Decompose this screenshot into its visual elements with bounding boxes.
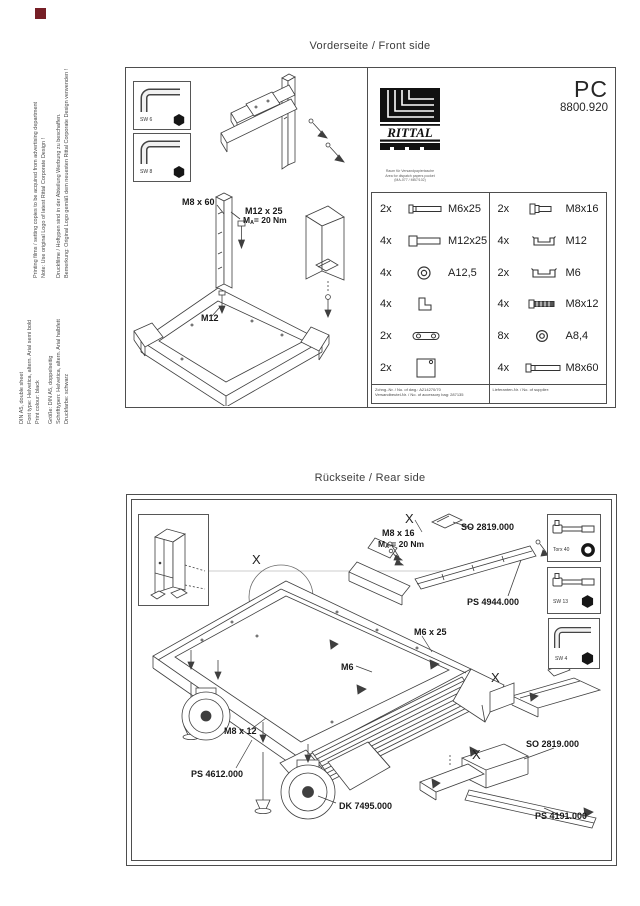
front-panel	[125, 67, 616, 408]
svg-text:RITTAL: RITTAL	[387, 125, 433, 140]
parts-table	[371, 192, 607, 404]
long-screw-icon	[522, 360, 566, 376]
x-marker-detail-1: X	[491, 670, 500, 685]
accessory-bag-number: Versandbeutel-Nr. / No. of accessory bag: 287135	[375, 392, 464, 397]
callout-so2819-bottom: SO 2819.000	[526, 739, 580, 749]
rittal-logo	[379, 88, 441, 150]
part-row: 2x M6	[497, 266, 581, 279]
footer-left-cell	[372, 385, 490, 403]
x-marker-detail-2: X	[472, 747, 481, 762]
callout-m8x60: M8 x 60	[182, 197, 215, 207]
callout-so2819-top: SO 2819.000	[461, 522, 515, 532]
tool-size-label: SW 13	[553, 599, 569, 605]
part-row: 2x	[372, 352, 489, 384]
margin-note-english-1: Note: Use original Logo of latest Rittal Corporate Design !	[41, 137, 47, 278]
front-section-title: Vorderseite / Front side	[309, 40, 431, 52]
part-row: 4x M8x12	[497, 298, 599, 311]
clip-nut-icon	[522, 265, 566, 281]
cylinder-screw-icon	[404, 233, 448, 249]
dispatch-note: Raum für Versandpapiertasche Area for dispatch papers pocket (MA-077 / MB7/102)	[385, 169, 435, 182]
margin-print-german-3: Größe: DIN A5, doppelseitig	[48, 355, 54, 424]
margin-print-german-1: Druckfarbe: schwarz	[64, 373, 70, 424]
front-panel-divider	[367, 68, 368, 407]
rear-panel	[131, 499, 612, 861]
part-row: 2x M8x16	[497, 202, 599, 215]
callout-torque: MA= 20 Nm	[243, 215, 287, 227]
model-number: 8800.920	[560, 102, 608, 114]
callout-leader-lines	[132, 500, 611, 860]
corner-mark	[35, 8, 46, 19]
margin-note-german-1: Bemerkung: Original Logo gemäß dem neuesten Rittal Corporate Design verwenden !	[64, 68, 70, 278]
washer-icon	[404, 265, 448, 281]
x-marker-top: X	[405, 511, 414, 526]
footer-right-cell	[490, 385, 607, 403]
toolbox-sw6	[133, 81, 191, 130]
toolbox-sw8	[133, 133, 191, 182]
parts-column-left	[372, 193, 490, 384]
callout-m6x25: M6 x 25	[414, 627, 447, 637]
tool-size-label: SW 6	[140, 117, 153, 123]
callout-m6: M6	[341, 662, 354, 672]
margin-print-english-1: Print colour: black	[35, 380, 41, 424]
part-row: 8x A8,4	[497, 330, 589, 343]
flange-bolt-icon	[522, 201, 566, 217]
part-row: 2x	[372, 320, 489, 352]
hex-bolt-icon	[404, 201, 448, 217]
margin-note-english-2: Printing films / setting copies to be acquired from advertising department	[33, 101, 39, 278]
part-row: 4x M12	[497, 234, 587, 247]
tool-size-label: Torx 40	[553, 547, 570, 553]
parts-table-footer	[372, 384, 606, 403]
product-line: PC	[574, 76, 608, 102]
tool-size-label: SW 8	[140, 169, 153, 175]
part-row: 4x	[372, 288, 489, 320]
callout-ps4191: PS 4191.000	[535, 811, 588, 821]
link-plate-icon	[404, 328, 448, 344]
callout-m8x16: M8 x 16	[382, 528, 415, 538]
margin-note-german-2: Druckfilme / Hoftypen sind in der Abteilung Werbung zu beschaffen.	[56, 113, 62, 278]
drawing-number: Zchng.-Nr. / No. of dwg.: A214270/70	[375, 386, 441, 392]
accessory-bag-icon	[404, 357, 448, 379]
margin-print-german-2: Schrifttypen: Helvetica, altern. Arial halbfett	[56, 319, 62, 424]
thread-screw-icon	[522, 296, 566, 312]
washer-icon	[522, 328, 566, 344]
x-marker-circle: X	[252, 552, 261, 567]
margin-print-english-2: Font type: Helvetica, altern. Arial semi bold	[27, 319, 33, 424]
callout-dk7495: DK 7495.000	[339, 801, 393, 811]
clip-nut-icon	[522, 233, 566, 249]
parts-column-right	[490, 193, 607, 384]
part-row: 4x M8x60	[497, 362, 599, 375]
parts-grid	[372, 193, 606, 384]
tool-size-label: SW 4	[555, 656, 568, 662]
callout-torque-rear: MA = 20 Nm	[378, 539, 425, 551]
callout-m12: M12	[201, 313, 219, 323]
callout-ps4944: PS 4944.000	[467, 597, 520, 607]
callout-m8x12: M8 x 12	[224, 726, 257, 736]
supplier-number: Lieferanten-Nr. / No. of supplier:	[492, 386, 550, 392]
margin-print-english-3: DIN A5, double sheet	[19, 372, 25, 424]
rear-section-title: Rückseite / Rear side	[314, 472, 426, 484]
part-row: 2x M6x25	[380, 202, 482, 215]
angle-bracket-icon	[404, 296, 448, 312]
part-row: 4x M12x25	[380, 234, 488, 247]
part-row: 4x A12,5	[380, 266, 477, 279]
callout-m12x25: M12 x 25	[245, 206, 283, 216]
callout-ps4612: PS 4612.000	[191, 769, 244, 779]
